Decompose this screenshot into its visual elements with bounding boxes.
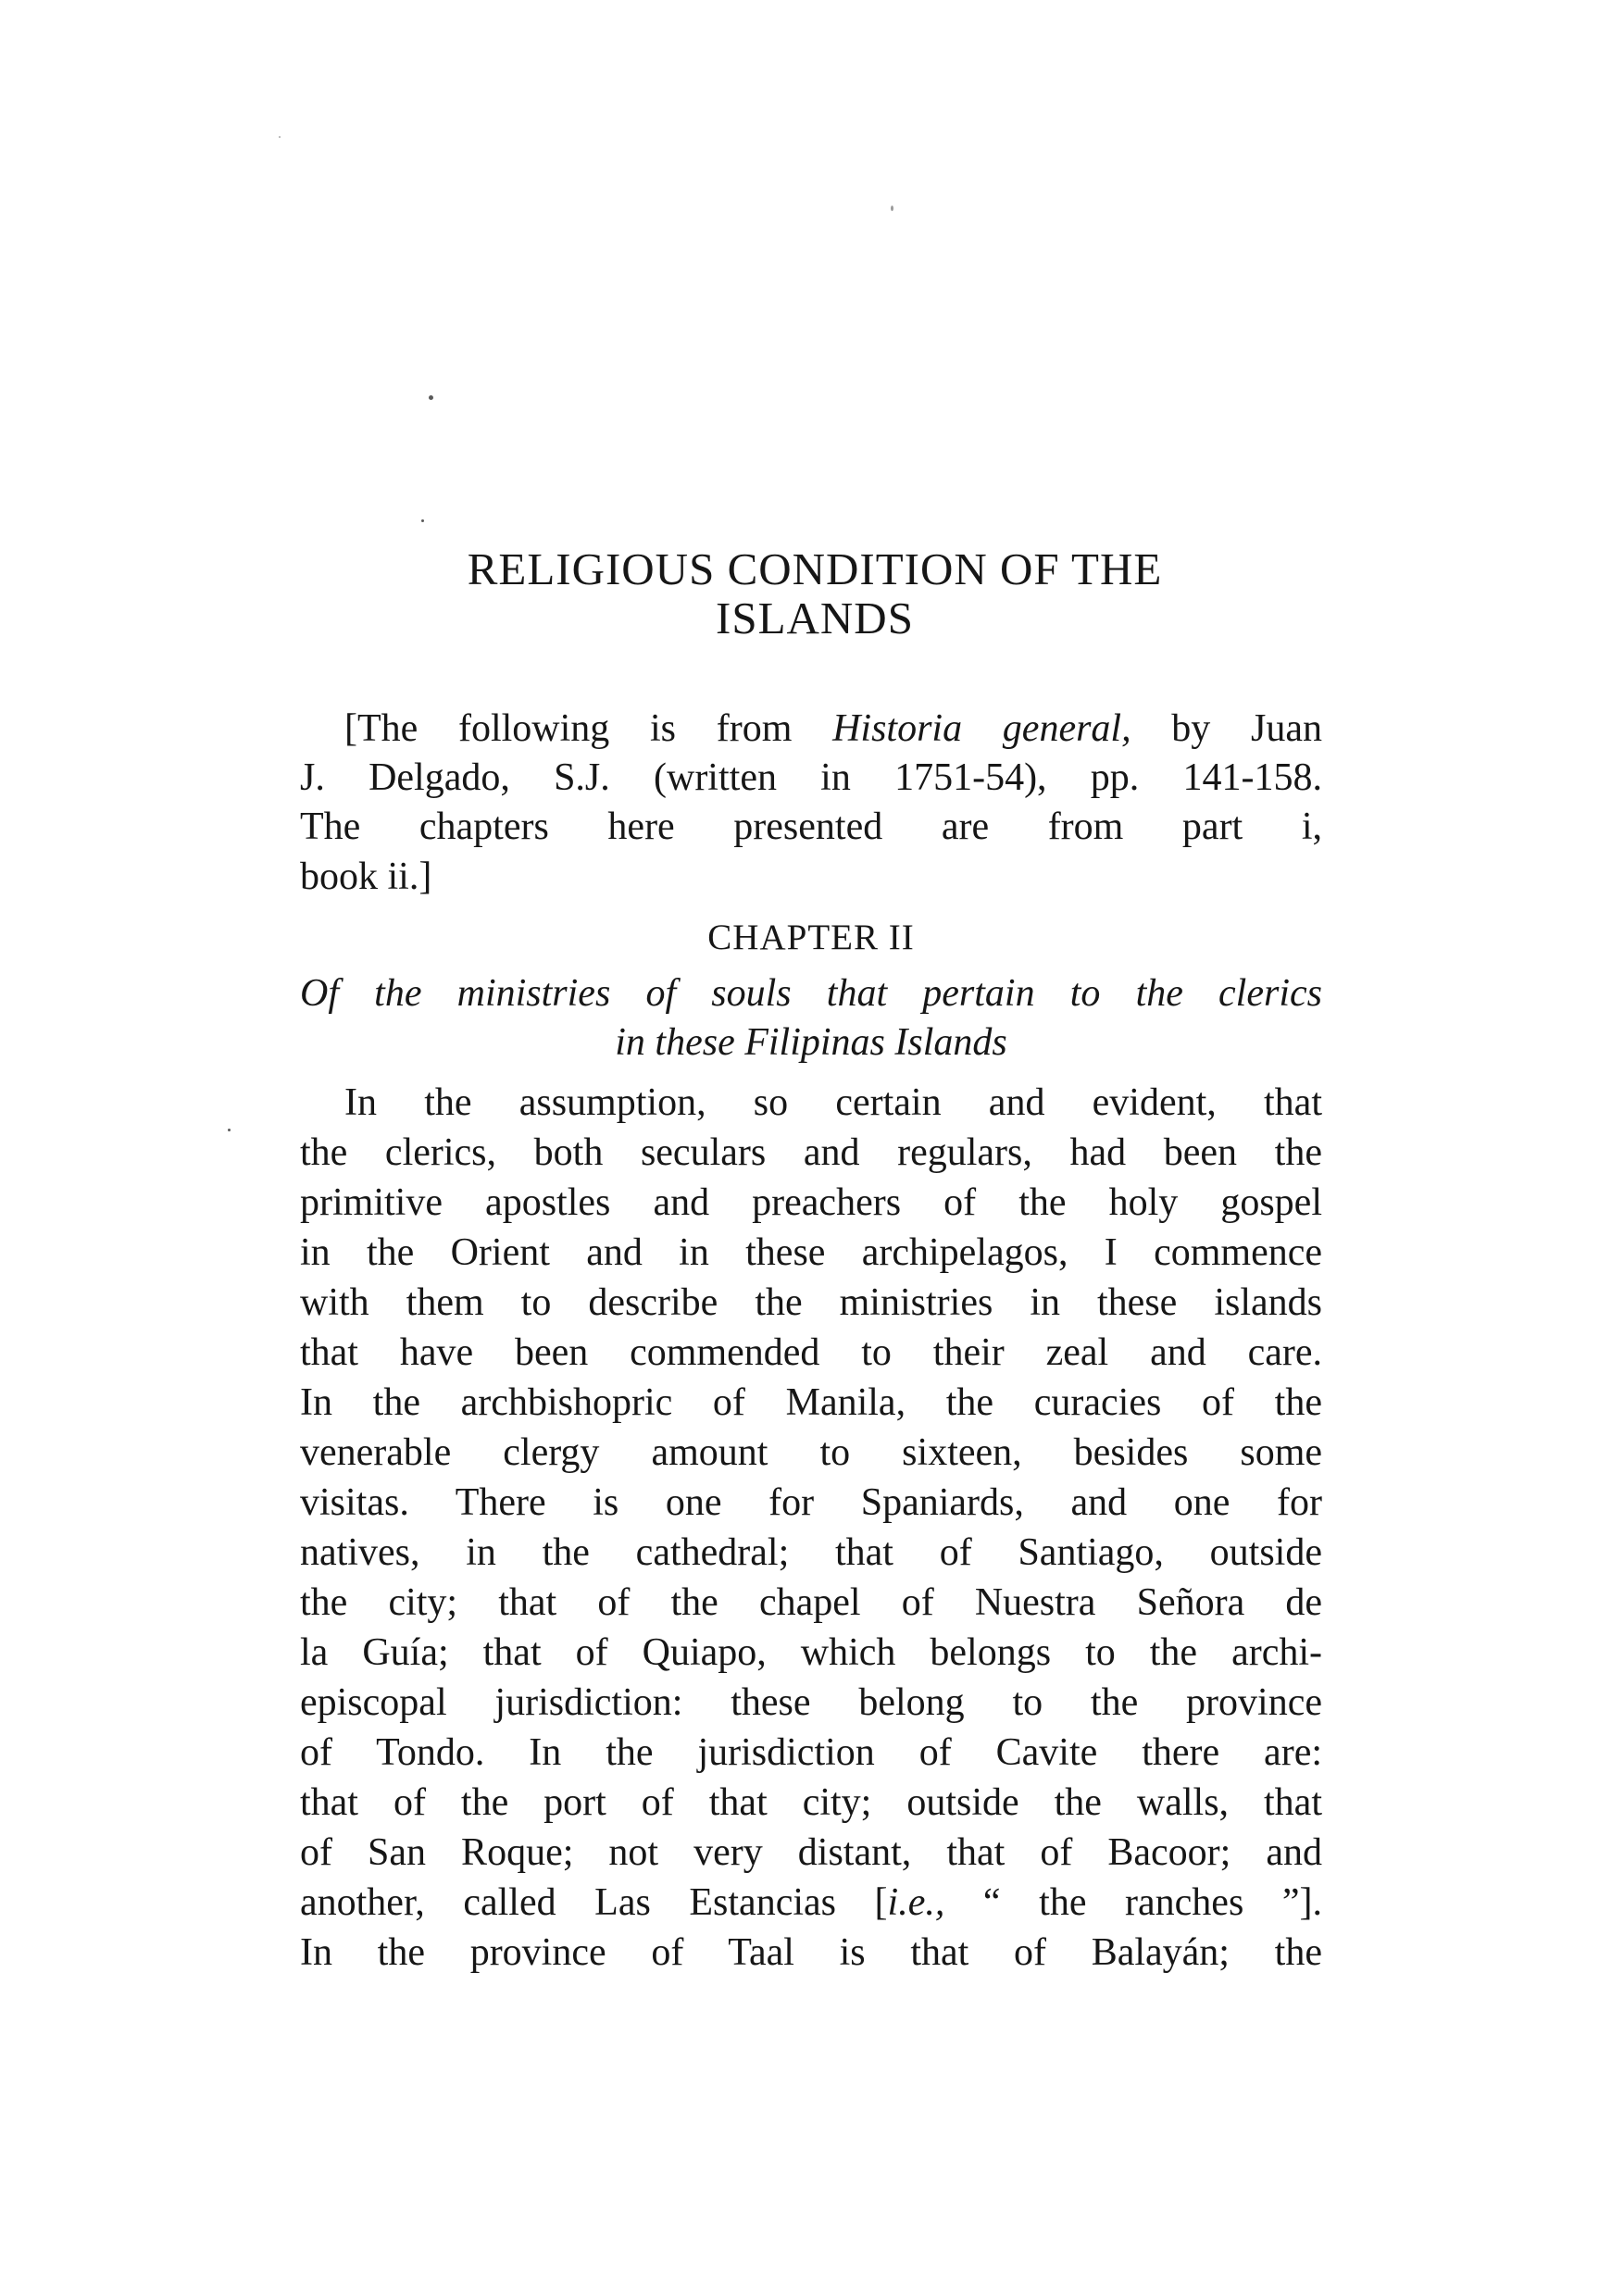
scan-speck bbox=[429, 395, 433, 400]
body-line: of Tondo. In the jurisdiction of Cavite there are: bbox=[300, 1731, 1322, 1774]
intro-line: J. Delgado, S.J. (written in 1751-54), pp. 141-158. bbox=[300, 756, 1322, 799]
scan-speck bbox=[279, 136, 281, 138]
scan-speck bbox=[228, 1129, 231, 1131]
body-line: in the Orient and in these archipelagos, I commence bbox=[300, 1231, 1322, 1274]
body-line: episcopal jurisdiction: these belong to the province bbox=[300, 1681, 1322, 1724]
body-line: that of the port of that city; outside the walls, that bbox=[300, 1781, 1322, 1824]
body-line: the clerics, both seculars and regulars, had been the bbox=[300, 1131, 1322, 1174]
body-line: another, called Las Estancias [i.e., “ the ranches ”]. bbox=[300, 1881, 1322, 1924]
body-line: of San Roque; not very distant, that of Bacoor; and bbox=[300, 1831, 1322, 1874]
intro-line: [The following is from Historia general, by Juan bbox=[344, 707, 1322, 750]
body-line: natives, in the cathedral; that of Santiago, outside bbox=[300, 1531, 1322, 1574]
chapter-subtitle-line-2: in these Filipinas Islands bbox=[615, 1021, 1007, 1064]
body-line: la Guía; that of Quiapo, which belongs to the archi- bbox=[300, 1631, 1322, 1674]
page-title: RELIGIOUS CONDITION OF THE bbox=[467, 543, 1163, 594]
chapter-subtitle: Of the ministries of souls that pertain to the clerics bbox=[300, 972, 1322, 1015]
intro-line: book ii.] bbox=[300, 855, 432, 898]
body-line: venerable clergy amount to sixteen, besides some bbox=[300, 1431, 1322, 1474]
body-line: with them to describe the ministries in these islands bbox=[300, 1281, 1322, 1324]
body-line: primitive apostles and preachers of the holy gospel bbox=[300, 1181, 1322, 1224]
body-line: In the assumption, so certain and evident, that bbox=[344, 1081, 1322, 1124]
body-line: the city; that of the chapel of Nuestra Señora de bbox=[300, 1581, 1322, 1624]
body-line: In the archbishopric of Manila, the curacies of the bbox=[300, 1381, 1322, 1424]
scan-speck bbox=[421, 519, 424, 522]
page-title-line-2: ISLANDS bbox=[716, 593, 914, 643]
body-line: In the province of Taal is that of Balayán; the bbox=[300, 1931, 1322, 1974]
scan-speck bbox=[891, 206, 893, 211]
chapter-heading: CHAPTER II bbox=[707, 918, 915, 957]
body-line: visitas. There is one for Spaniards, and one for bbox=[300, 1481, 1322, 1524]
body-line: that have been commended to their zeal and care. bbox=[300, 1331, 1322, 1374]
intro-line: The chapters here presented are from part i, bbox=[300, 805, 1322, 848]
